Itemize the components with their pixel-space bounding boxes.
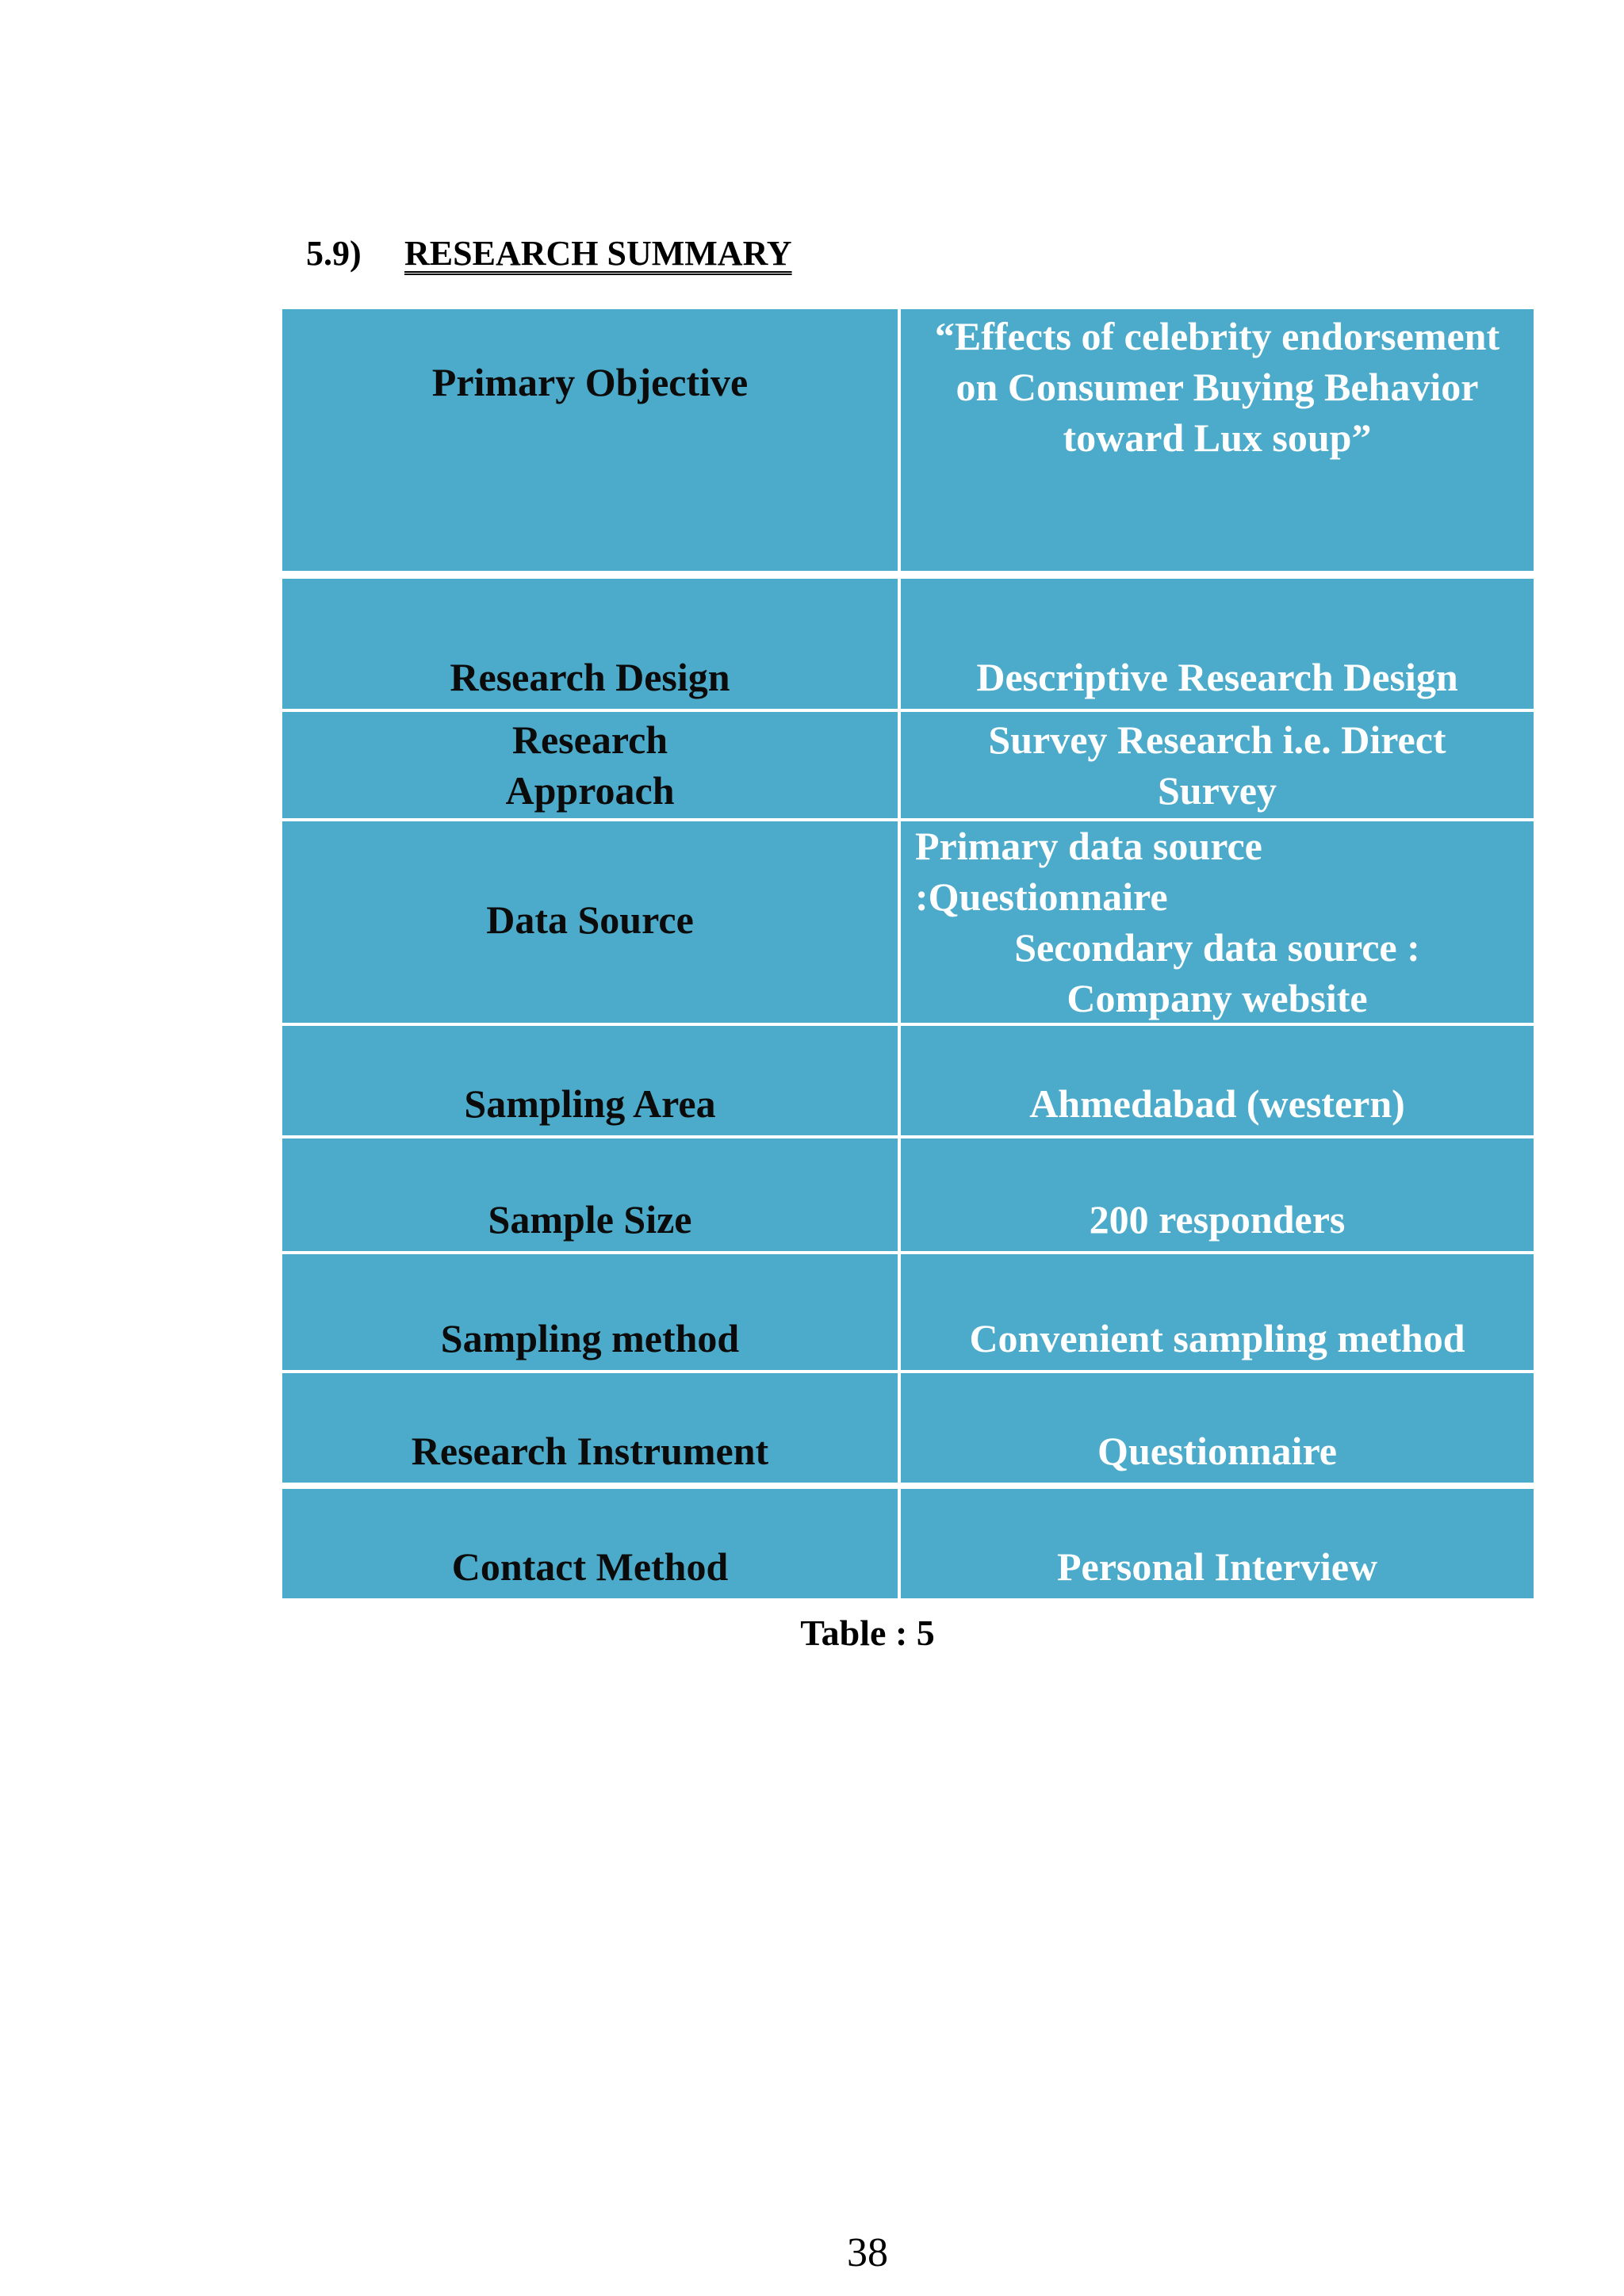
row-value-cell — [901, 712, 1534, 818]
row-value: Convenient sampling method — [969, 1316, 1465, 1360]
row-value: Personal Interview — [1056, 1544, 1378, 1589]
row-value-cell — [901, 1373, 1534, 1483]
row-label: Research Design — [450, 655, 730, 699]
row-value-line: :Questionnaire — [915, 874, 1168, 919]
row-label: Sampling Area — [464, 1081, 716, 1126]
row-label-cell — [282, 1254, 898, 1370]
page-number: 38 — [847, 2230, 888, 2275]
table-row-contact-method — [282, 1489, 1534, 1598]
row-value: 200 responders — [1089, 1197, 1346, 1242]
row-value-line: Primary data source — [915, 824, 1262, 868]
section-heading — [306, 230, 792, 277]
row-value-cell — [901, 309, 1534, 571]
row-label: Primary Objective — [431, 360, 749, 404]
row-value-cell — [901, 1138, 1534, 1251]
row-value-cell — [901, 579, 1534, 709]
row-label: Sampling method — [440, 1316, 740, 1360]
row-label-cell — [282, 1489, 898, 1598]
table-row-research-design — [282, 579, 1534, 709]
row-label: Contact Method — [451, 1544, 729, 1589]
row-value-cell — [901, 821, 1534, 1023]
row-label: Research Approach — [505, 718, 675, 813]
section-title: RESEARCH SUMMARY — [404, 234, 792, 273]
row-label-cell — [282, 1373, 898, 1483]
row-label-cell — [282, 1026, 898, 1135]
row-label-cell — [282, 309, 898, 571]
row-value: “Effects of celebrity endorsement on Consumer Buying Behavior toward Lux soup” — [934, 314, 1500, 460]
row-value-cell — [901, 1254, 1534, 1370]
row-label-cell — [282, 1138, 898, 1251]
table-row-sample-size — [282, 1138, 1534, 1251]
row-value-cell — [901, 1026, 1534, 1135]
table-row-sampling-method — [282, 1254, 1534, 1370]
table-row-research-instrument — [282, 1373, 1534, 1483]
row-value: Survey Research i.e. Direct Survey — [988, 718, 1446, 813]
table-row-data-source — [282, 821, 1534, 1023]
table-row-sampling-area — [282, 1026, 1534, 1135]
row-value-line: Secondary data source : — [1014, 925, 1420, 970]
row-value-cell — [901, 1489, 1534, 1598]
row-value: Questionnaire — [1097, 1429, 1337, 1473]
row-value-line: Company website — [1067, 976, 1368, 1020]
row-label: Data Source — [486, 897, 694, 942]
section-number: 5.9) — [306, 234, 362, 273]
table-row-research-approach — [282, 712, 1534, 818]
row-value: Ahmedabad (western) — [1029, 1081, 1405, 1126]
row-label-cell — [282, 579, 898, 709]
row-value: Descriptive Research Design — [976, 655, 1458, 699]
table-caption: Table : 5 — [800, 1613, 935, 1653]
row-label: Research Instrument — [411, 1429, 769, 1473]
row-label-cell — [282, 821, 898, 1023]
row-label-cell — [282, 712, 898, 818]
table-row-primary-objective — [282, 309, 1534, 571]
row-label: Sample Size — [488, 1197, 692, 1242]
